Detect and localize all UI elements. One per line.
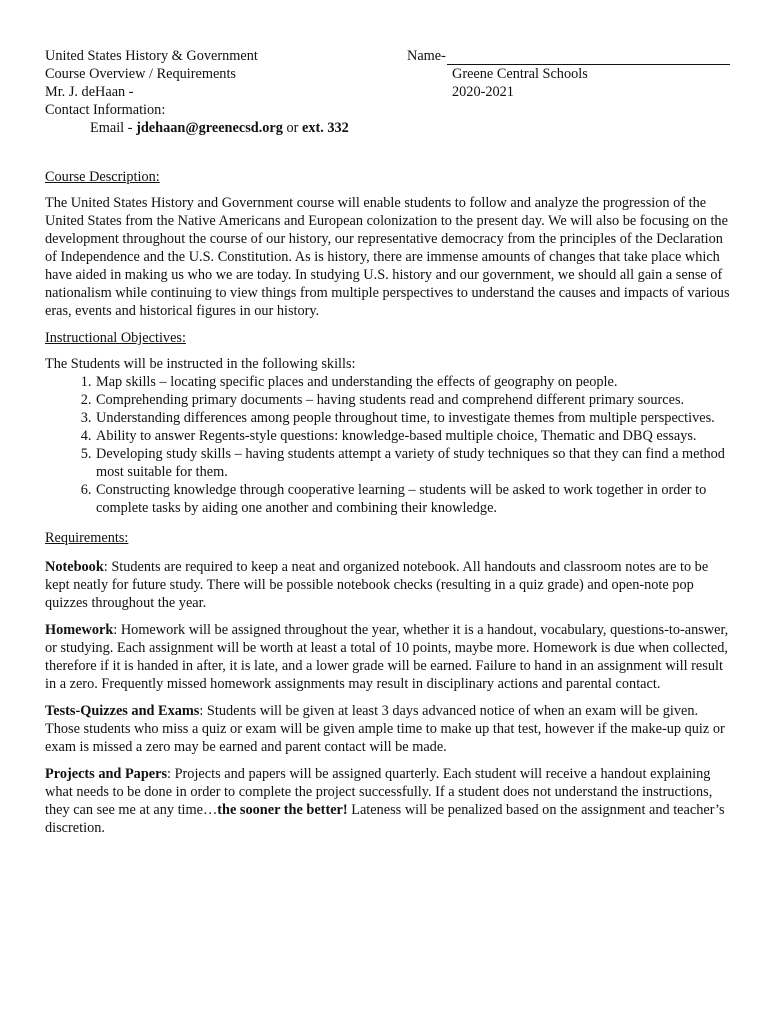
list-item: 6. Constructing knowledge through cooperative learning – students will be asked to work together in order to complete tasks by aiding one another and combining their knowledge. [95, 481, 730, 517]
homework-label: Homework [45, 622, 114, 638]
list-item: 4. Ability to answer Regents-style questions: knowledge-based multiple choice, Thematic and DBQ essays. [95, 427, 730, 445]
school-name: Greene Central Schools [452, 66, 588, 82]
requirement-projects [45, 765, 730, 837]
name-label: Name- [407, 48, 446, 64]
document-header [45, 47, 730, 137]
notebook-label: Notebook [45, 559, 104, 575]
objectives-intro: The Students will be instructed in the following skills: [45, 356, 356, 372]
course-title: United States History & Government [45, 48, 258, 64]
name-blank-line [447, 48, 730, 65]
course-subtitle: Course Overview / Requirements [45, 66, 236, 82]
objectives-list [45, 373, 730, 517]
list-item: 5. Developing study skills – having students attempt a variety of study techniques so that they can find a method most suitable for them. [95, 445, 730, 481]
email-or: or [282, 120, 302, 136]
contact-heading: Contact Information: [45, 102, 166, 118]
contact-email-line [45, 119, 730, 137]
requirement-homework [45, 621, 730, 693]
projects-emphasis: the sooner the better! [217, 802, 348, 818]
requirement-notebook [45, 558, 730, 612]
header-right [407, 47, 730, 101]
email-address: jdehaan@greenecsd.org [136, 120, 283, 136]
objectives-title: Instructional Objectives: [45, 330, 186, 346]
requirement-tests [45, 702, 730, 756]
notebook-text: : Students are required to keep a neat and organized notebook. All handouts and classroom notes are to be kept neatly for future study. There will be possible notebook checks (resulting in a quiz grade) and open-note pop quizzes throughout the year. [45, 559, 709, 611]
homework-text: : Homework will be assigned throughout the year, whether it is a handout, vocabulary, questions-to-answer, or studying. Each assignment will be worth at least a total of 10 points, maybe more. Homework is due when collected, therefore if it is handed in after, it is late, and a lower grade will be earned. Failure to hand in an assignment will result in a zero. Frequently missed homework assignments may result in disciplinary actions and parental contact. [45, 622, 729, 692]
tests-label: Tests-Quizzes and Exams [45, 703, 200, 719]
tests-text: : Students will be given at least 3 days advanced notice of when an exam will be given. Those students who miss a quiz or exam will be given ample time to make up that test, however if the make-up quiz or exam is missed a zero may be earned and parent contact will be made. [45, 703, 725, 755]
projects-text-after: Lateness will be penalized based on the assignment and teacher’s discretion. [45, 802, 725, 836]
course-description-title: Course Description: [45, 169, 160, 185]
list-item: 3. Understanding differences among people throughout time, to investigate themes from multiple perspectives. [95, 409, 730, 427]
projects-label: Projects and Papers [45, 766, 168, 782]
list-item: 1. Map skills – locating specific places and understanding the effects of geography on people. [95, 373, 730, 391]
email-prefix: Email - [90, 120, 137, 136]
course-description-text: The United States History and Government course will enable students to follow and analyze the progression of the United States from the Native Americans and European colonization to the present day. We will also be focusing on the development throughout the course of our history, our representative democracy from the principles of the Declaration of Independence and the U.S. Constitution. As is history, there are immense amounts of changes that take place which have aided in making us who we are today. In studying U.S. history and our government, we should all gain a sense of nationalism while continuing to view things from multiple perspectives to understand the causes and impacts of various eras, events and historical figures in our history. [45, 195, 730, 319]
projects-text: : Projects and papers will be assigned quarterly. Each student will receive a handout explaining what needs to be done in order to complete the project successfully. If a student does not understand the instructions, they can see me at any time… [45, 766, 713, 818]
name-field [407, 47, 730, 65]
requirements-title: Requirements: [45, 530, 129, 546]
school-year: 2020-2021 [452, 84, 514, 100]
teacher-name: Mr. J. deHaan - [45, 84, 134, 100]
document-page [45, 47, 730, 837]
list-item: 2. Comprehending primary documents – having students read and comprehend different primary sources. [95, 391, 730, 409]
phone-extension: ext. 332 [301, 120, 349, 136]
